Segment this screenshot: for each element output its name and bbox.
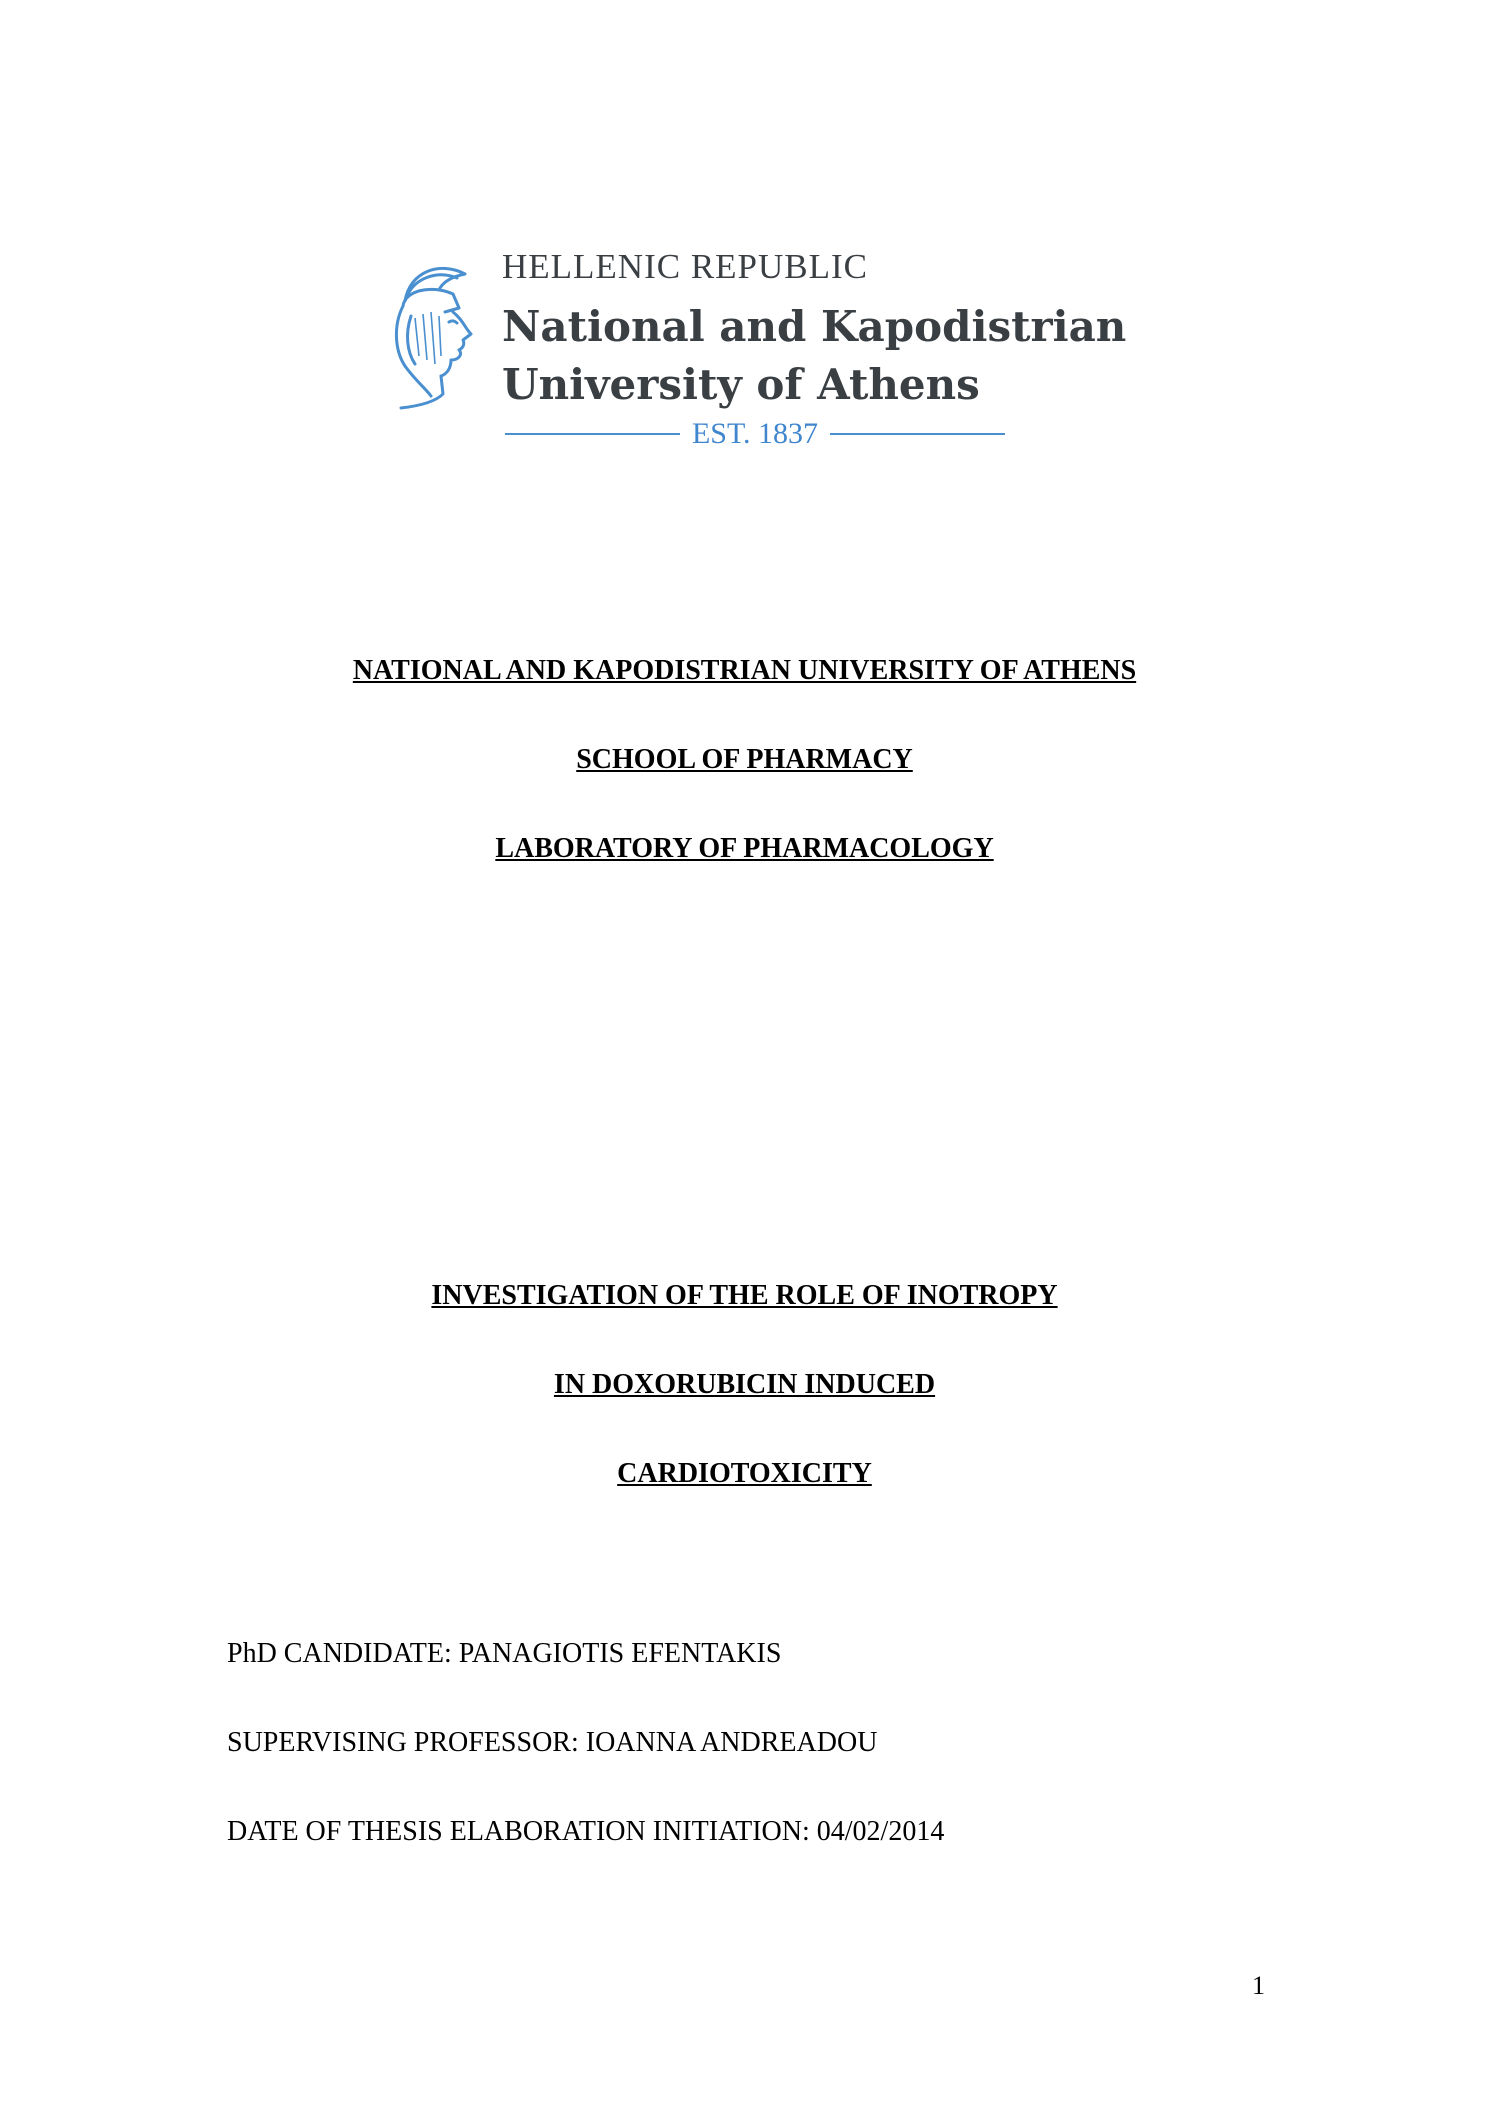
university-logo — [385, 246, 1145, 456]
logo-university-name-line2: University of Athens — [502, 360, 980, 409]
page-number: 1 — [1252, 1971, 1265, 2000]
laboratory-heading: LABORATORY OF PHARMACOLOGY — [495, 833, 994, 864]
logo-hellenic-republic: HELLENIC REPUBLIC — [502, 247, 869, 286]
thesis-title-line2: IN DOXORUBICIN INDUCED — [553, 1369, 936, 1400]
logo-established-row — [505, 414, 1005, 454]
logo-established-text: EST. 1837 — [691, 417, 819, 450]
logo-university-name-line1: National and Kapodistrian — [502, 302, 1127, 351]
athena-crest-icon — [385, 256, 485, 416]
university-heading: NATIONAL AND KAPODISTRIAN UNIVERSITY OF ATHENS — [352, 655, 1137, 686]
thesis-title-line3: CARDIOTOXICITY — [617, 1458, 872, 1489]
phd-candidate: PhD CANDIDATE: PANAGIOTIS EFENTAKIS — [227, 1638, 782, 1669]
logo-right-rule — [830, 433, 1005, 435]
thesis-title-line1: INVESTIGATION OF THE ROLE OF INOTROPY — [431, 1280, 1058, 1311]
logo-left-rule — [505, 433, 680, 435]
thesis-initiation-date: DATE OF THESIS ELABORATION INITIATION: 04/02/2014 — [227, 1816, 945, 1847]
school-heading: SCHOOL OF PHARMACY — [576, 744, 913, 775]
supervising-professor: SUPERVISING PROFESSOR: IOANNA ANDREADOU — [227, 1727, 878, 1758]
